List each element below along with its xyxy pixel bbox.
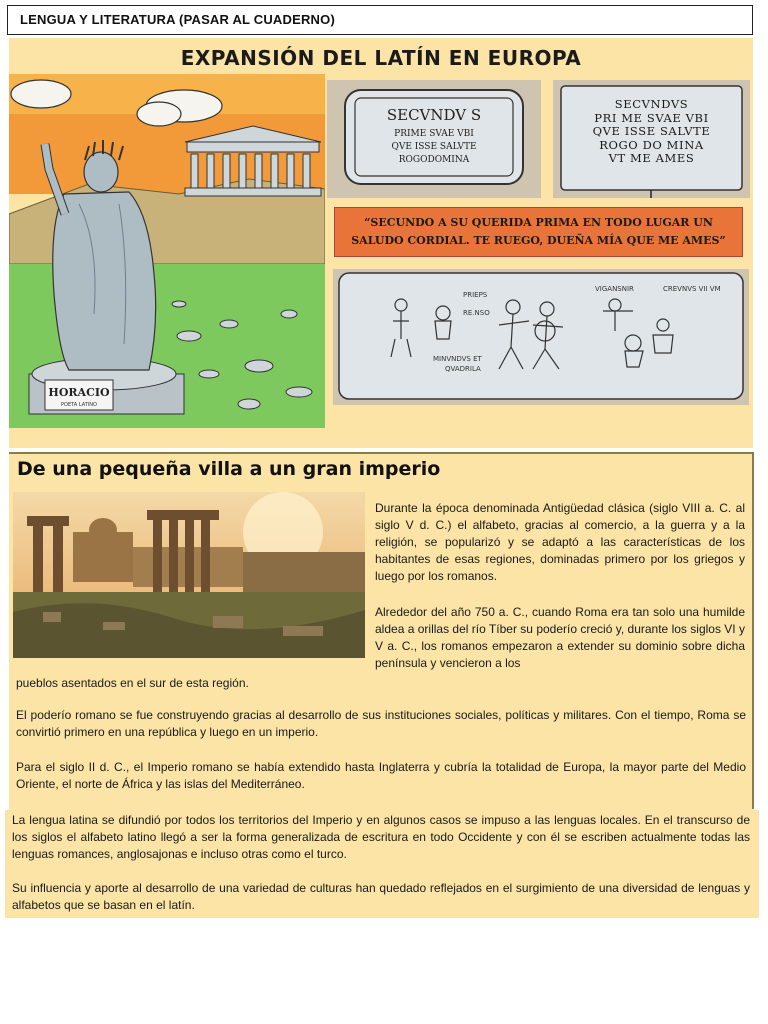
stone1-line-1: SECVNDV S [386, 106, 482, 124]
paragraph-2a: Alrededor del año 750 a. C., cuando Roma era tan solo una humilde aldea a orillas del río Tíber su poderío creció y, durante los siglos VI y V a. C., los romanos empezaron a extender su dominio sobre dicha península y vencieron a los [375, 605, 745, 670]
stone1-line-3: QVE ISSE SALVTE [391, 142, 477, 152]
page-header-title: LENGUA Y LITERATURA (PASAR AL CUADERNO) [20, 12, 335, 27]
panel-title: EXPANSIÓN DEL LATÍN EN EUROPA [180, 46, 582, 70]
graffiti-label-1: PRIEPS [463, 291, 488, 299]
stone2-line-3: QVE ISSE SALVTE [592, 124, 711, 138]
latin-inscription-stone-transcribed [553, 80, 750, 198]
stone2-line-2: PRI ME SVAE VBI [594, 110, 709, 125]
statue-plaque-subtitle: POETA LATINO [61, 402, 97, 408]
stone1-line-4: ROGODOMINA [398, 155, 470, 165]
roman-forum-photo [13, 492, 365, 658]
graffiti-label-3: MINVNDVS ET [433, 355, 482, 363]
stone2-line-1: SECVNDVS [614, 97, 689, 111]
graffiti-label-5: VIGANSNIR [595, 285, 634, 293]
translation-box: “SECUNDO A SU QUERIDA PRIMA EN TODO LUGAR UN SALUDO CORDIAL. TE RUEGO, DUEÑA MÍA QUE ME AMES” [334, 207, 743, 257]
stone2-line-4: ROGO DO MINA [599, 137, 704, 152]
paragraph-1: Durante la época denominada Antigüedad clásica (siglo VIII a. C. al siglo V d. C.) el alfabeto, gracias al comercio, a la guerra y a la religión, se popularizó y se adaptó a las características de los habitantes de esas regiones, dominadas primero por los griegos y luego por los romanos. [375, 501, 745, 583]
graffiti-label-6: CREVNVS VII VM [663, 285, 721, 293]
paragraph-6: Su influencia y aporte al desarrollo de una variedad de culturas han quedado reflejados en el surgimiento de una diversidad de lenguas y alfabetos que se basan en el latín. [12, 881, 750, 912]
paragraph-3: El poderío romano se fue construyendo gracias al desarrollo de sus instituciones sociales, políticas y militares. Con el tiempo, Roma se convirtió primero en una república y luego en un imperio. [16, 708, 746, 739]
graffiti-label-4: QVADRILA [445, 365, 481, 373]
panel-border [752, 452, 754, 809]
horacio-statue-illustration [9, 74, 325, 428]
graffiti-label-2: RE.NSO [463, 309, 490, 317]
paragraph-4: Para el siglo II d. C., el Imperio romano se había extendido hasta Inglaterra y cubría la totalidad de Europa, la mayor parte del Medio Oriente, el norte de África y las islas del Mediterráneo. [16, 760, 746, 791]
header-box [7, 5, 753, 35]
gladiator-graffiti-stone [333, 269, 749, 405]
statue-plaque-text: HORACIO [48, 386, 110, 399]
latin-inscription-stone-original [327, 80, 541, 198]
paragraph-5: La lengua latina se difundió por todos los territorios del Imperio y en algunos casos se impuso a las lenguas locales. En el transcurso de los siglos el alfabeto latino llegó a ser la forma generalizada de escritura en todo Occidente y con él se escriben actualmente todas las lenguas romances, anglosajonas e incluso otras como el turco. [12, 813, 750, 861]
latin-expansion-panel [9, 38, 753, 448]
paragraph-2b: pueblos asentados en el sur de esta región. [16, 676, 249, 690]
section-title: De una pequeña villa a un gran imperio [17, 458, 441, 480]
stone2-line-5: VT ME AMES [608, 151, 695, 165]
small-village-to-empire-panel [9, 452, 753, 811]
latin-influence-panel [5, 810, 759, 918]
stone2-text [553, 98, 750, 166]
stone1-line-2: PRIME SVAE VBI [394, 129, 474, 139]
